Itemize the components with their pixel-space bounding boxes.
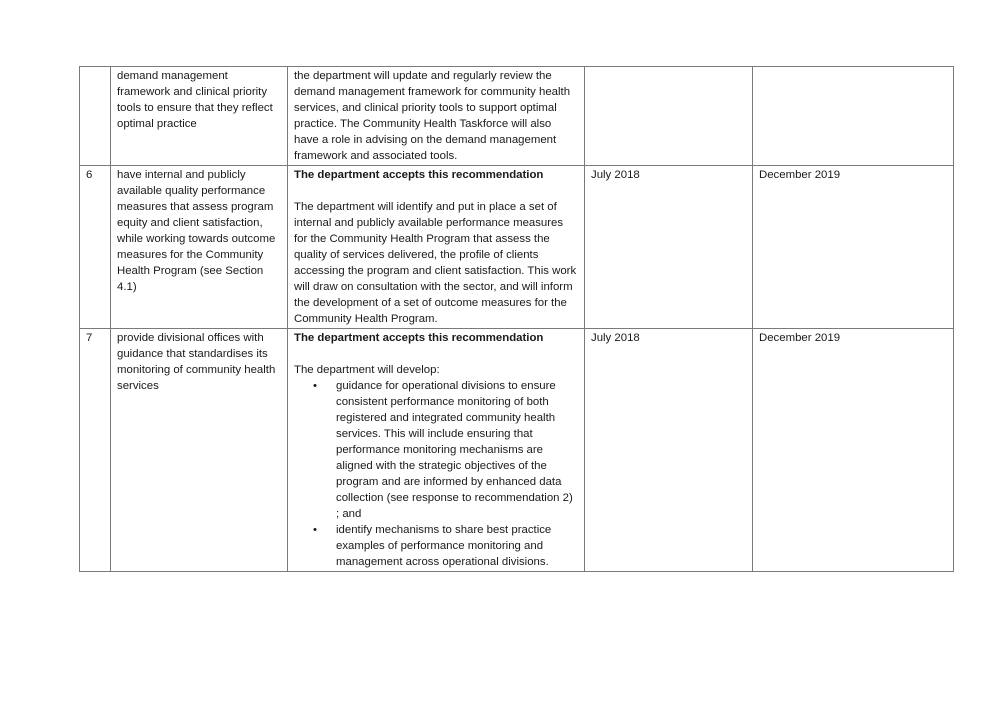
rec-text: demand management framework and clinical priority tools to ensure that they reflect optimal practice xyxy=(111,67,288,166)
bullet-icon: • xyxy=(313,524,317,536)
response-text: The department will identify and put in place a set of internal and publicly available performance measures for the Community Health Program that assess the quality of services delivered, the profile of clients accessing the program and client satisfaction. This work will draw on consultation with the sector, and will inform the development of a set of outcome measures for the Community Health Program. xyxy=(294,201,577,325)
rec-response xyxy=(288,67,585,166)
end-date: December 2019 xyxy=(753,329,954,572)
bullet-icon: • xyxy=(313,380,317,392)
response-heading: The department accepts this recommendation xyxy=(294,332,544,344)
response-bullets xyxy=(294,378,579,570)
table-row xyxy=(80,166,954,329)
list-item: • identify mechanisms to share best practice examples of performance monitoring and management across operational divisions. xyxy=(313,524,552,568)
end-date: December 2019 xyxy=(753,166,954,329)
rec-text: provide divisional offices with guidance that standardises its monitoring of community health services xyxy=(111,329,288,572)
rec-number xyxy=(80,67,111,166)
start-date xyxy=(585,67,753,166)
start-date: July 2018 xyxy=(585,329,753,572)
rec-number: 6 xyxy=(80,166,111,329)
response-heading: The department accepts this recommendation xyxy=(294,169,544,181)
rec-number: 7 xyxy=(80,329,111,572)
table-row xyxy=(80,329,954,572)
list-item: • guidance for operational divisions to ensure consistent performance monitoring of both registered and integrated community health services. This will include ensuring that performance monitoring mechanisms are aligned with the strategic objectives of the program and are informed by enhanced data collection (see response to recommendation 2) ; and xyxy=(313,380,573,520)
response-intro: The department will develop: xyxy=(294,364,440,376)
end-date xyxy=(753,67,954,166)
rec-response xyxy=(288,329,585,572)
rec-response xyxy=(288,166,585,329)
recommendations-table xyxy=(79,66,954,572)
table-row xyxy=(80,67,954,166)
start-date: July 2018 xyxy=(585,166,753,329)
response-text: the department will update and regularly review the demand management framework for community health services, and clinical priority tools to support optimal practice. The Community Health Taskforce will also have a role in advising on the demand management framework and associated tools. xyxy=(294,70,571,162)
rec-text: have internal and publicly available quality performance measures that assess program equity and client satisfaction, while working towards outcome measures for the Community Health Program (see Section 4.1) xyxy=(111,166,288,329)
